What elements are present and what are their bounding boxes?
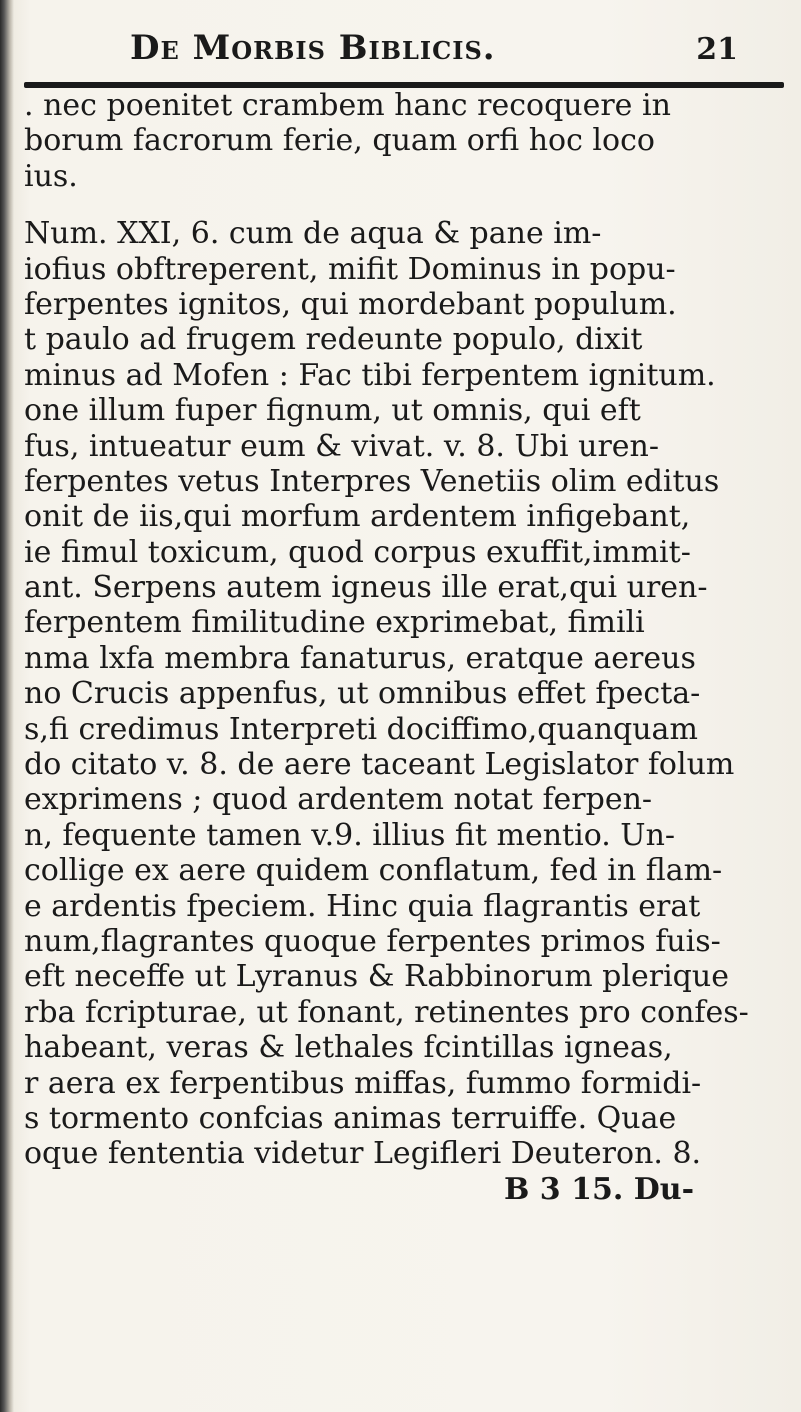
text-line: habeant, veras & lethales fcintillas igneas, [24,1030,673,1066]
text-line: e ardentis fpeciem. Hinc quia flagrantis erat [24,888,701,924]
text-line: oque fententia videtur Legifleri Deuteron. 8. [24,1136,702,1172]
text-line: minus ad Mofen : Fac tibi ferpentem ignitum. [24,357,716,393]
paragraph-gap [24,194,794,216]
page-gutter [0,0,14,1412]
text-line: t paulo ad frugem redeunte populo, dixit [24,322,643,358]
text-line: no Crucis appenfus, ut omnibus effet fpecta- [24,676,701,712]
text-line: do citato v. 8. de aere taceant Legislator folum [24,747,735,783]
text-line: iofius obftreperent, mifit Dominus in popu- [24,251,676,287]
text-line: n, fequente tamen v.9. illius fit mentio. Un- [24,817,676,853]
text-line: nma lxfa membra fanaturus, eratque aereus [24,640,696,676]
catchword-line: B 3 15. Du- [504,1171,695,1207]
text-line: s tormento confcias animas terruiffe. Quae [24,1100,677,1136]
text-line: ant. Serpens autem igneus ille erat,qui uren- [24,570,708,606]
page-number: 21 [696,32,738,67]
text-line: collige ex aere quidem conflatum, fed in flam- [24,853,723,889]
text-line: fus, intueatur eum & vivat. v. 8. Ubi uren- [24,428,659,464]
text-line: s,fi credimus Interpreti dociffimo,quanquam [24,711,698,747]
text-line: ferpentem fimilitudine exprimebat, fimili [24,605,645,641]
text-line: . nec poenitet crambem hanc recoquere in [24,88,671,123]
text-line: one illum fuper fignum, ut omnis, qui eft [24,393,641,429]
body-text [24,88,794,1207]
text-line: num,flagrantes quoque ferpentes primos fuis- [24,923,721,959]
text-line: ie fimul toxicum, quod corpus exuffit,immit- [24,534,691,570]
text-line: ferpentes ignitos, qui mordebant populum. [24,286,677,322]
text-line: ferpentes vetus Interpres Venetiis olim editus [24,463,720,499]
text-line: rba fcripturae, ut fonant, retinentes pro confes- [24,994,749,1030]
text-line: Num. XXI, 6. cum de aqua & pane im- [24,216,602,252]
text-line: r aera ex ferpentibus miffas, fummo formidi- [24,1065,702,1101]
text-line: ius. [24,158,78,194]
page-header [130,28,750,76]
text-line: exprimens ; quod ardentem notat ferpen- [24,782,653,818]
text-line: eft neceffe ut Lyranus & Rabbinorum plerique [24,959,729,995]
text-line: onit de iis,qui morfum ardentem infigebant, [24,499,691,535]
text-line: borum facrorum ferie, quam orfi hoc loco [24,123,655,159]
running-head: De Morbis Biblicis. [130,28,496,68]
